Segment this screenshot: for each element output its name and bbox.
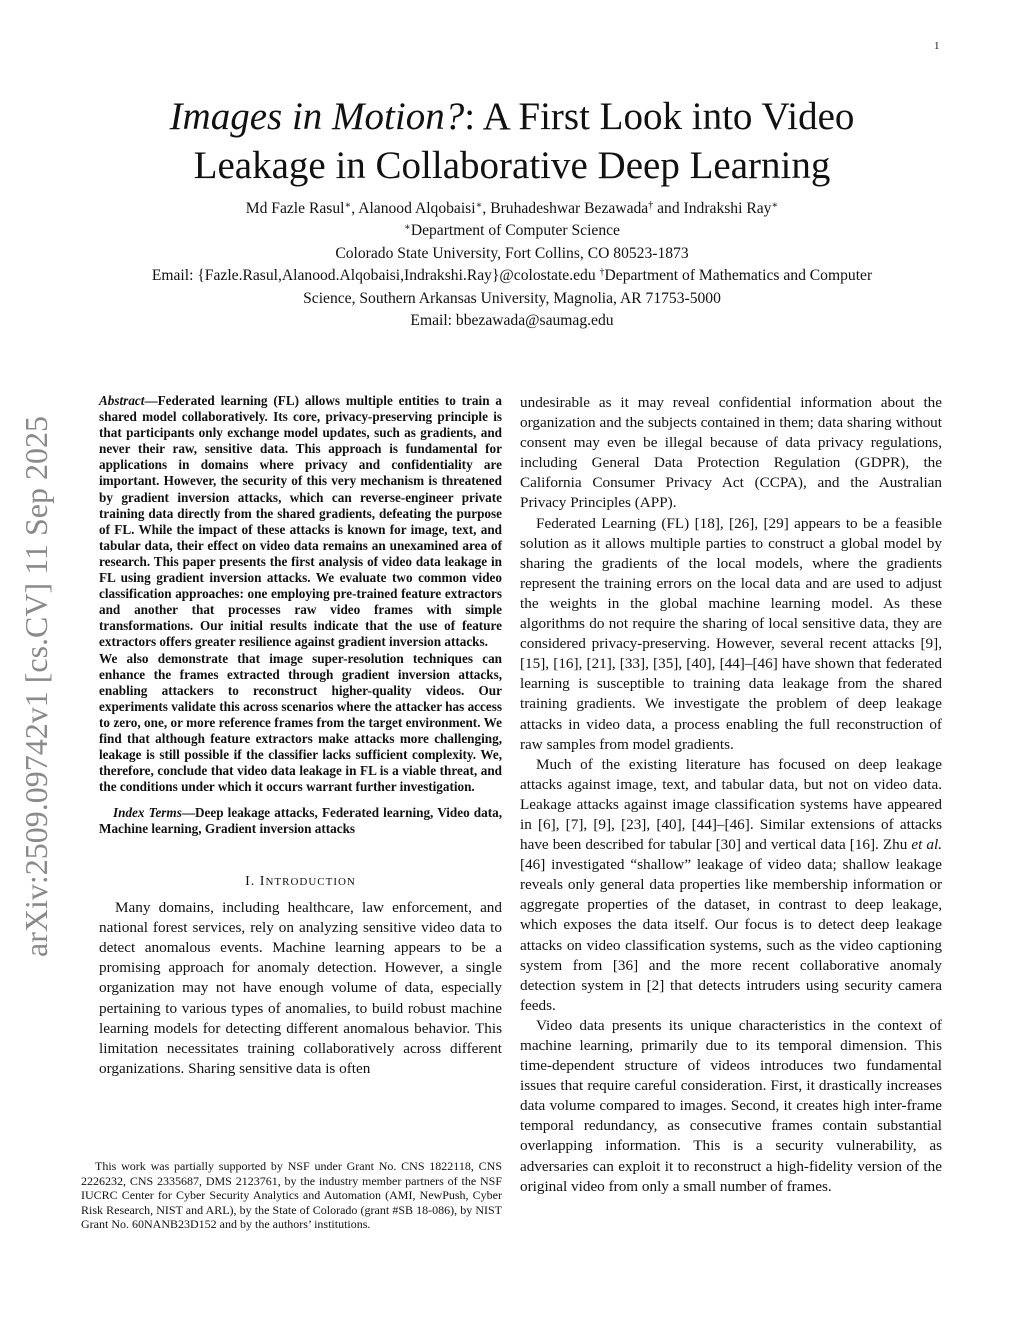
abstract-text: Federated learning (FL) allows multiple entities to train a shared model collaboratively. Its core, privacy-preserving principle is that participants only exchange model updates, such as gradients, and never their raw, sensitive data. This approach is fundamental for applications in domains where privacy and confidentiality are important. However, the security of this very mechanism is threatened by gradient inversion attacks, which can reverse-engineer private training data directly from the shared gradients, defeating the purpose of FL. While the impact of these attacks is known for image, text, and tabular data, their effect on video data remains an unexamined area of research. This paper presents the first analysis of video data leakage in FL using gradient inversion attacks. We evaluate two common video classification approaches: one employing pre-trained feature extractors and another that processes raw video frames with simple transformations. Our initial results indicate that the use of feature extractors offers greater resilience against gradient inversion attacks.: [99, 393, 502, 650]
body-text: [46] investigated “shallow” leakage of video data; shallow leakage reveals only general data properties like membership information or aggregate properties of the dataset, in contrast to deep leakage, which exposes the data itself. Our focus is to detect deep leakage attacks on video classification systems, such as the video captioning system from [36] and the more recent collaborative anomaly detection system in [2] that detects intruders using security camera feeds.: [520, 856, 942, 1014]
author-name: , Bruhadeshwar Bezawada: [482, 200, 649, 217]
affiliation-mark: †: [648, 200, 654, 211]
footnote-text: This work was partially supported by NSF under Grant No. CNS 1822118, CNS 2226232, CNS 2335687, DMS 2123761, by the industry member partners of the NSF IUCRC Center for Cyber Security Analytics and Automation (AMI, NewPush, Cyber Risk Research, NIST and ARL), by the State of Colorado (grant #SB 18-086), by NIST Grant No. 60NANB23D152 and by the authors’ institutions.: [81, 1159, 502, 1232]
affiliation-mark: ∗: [771, 200, 779, 211]
email-line: [70, 265, 954, 287]
section-title: NTRODUCTION: [265, 875, 356, 888]
body-text: Much of the existing literature has focused on deep leakage attacks against image, text, and tabular data, but not on video data. Leakage attacks against image classification systems have appeared in [6], [7], [9], [23], [40], [44]–[46]. Similar extensions of attacks have been described for tabular [30] and vertical data [16]. Zhu: [520, 755, 942, 854]
affiliation-mark: ∗: [475, 200, 483, 211]
author-name: , Alanood Alqobaisi: [351, 200, 476, 217]
index-terms: [99, 805, 502, 837]
body-paragraph: undesirable as it may reveal confidential information about the organization and the subjects contained in them; data sharing without consent may even be illegal because of data privacy regulations, including General Data Protection Regulation (GDPR), the California Consumer Privacy Act (CCPA), and the Australian Privacy Principles (APP).: [520, 394, 942, 512]
affiliation-text: Department of Mathematics and Computer: [604, 267, 873, 285]
abstract-label: Abstract: [99, 393, 145, 408]
section-heading: [99, 874, 502, 890]
arxiv-stamp: arXiv:2509.09742v1 [cs.CV] 11 Sep 2025: [18, 416, 54, 957]
affiliation-line: [70, 220, 954, 242]
author-name: Md Fazle Rasul: [245, 200, 345, 217]
affiliation-mark: ∗: [404, 222, 411, 234]
affiliation-mark: †: [599, 267, 605, 279]
affiliation-line: Science, Southern Arkansas University, Magnolia, AR 71753-5000: [303, 289, 721, 307]
title-italic: Images in Motion?: [169, 95, 465, 138]
body-paragraph: Video data presents its unique characteristics in the context of machine learning, primarily due to its temporal dimension. This time-dependent structure of videos introduces two fundamental issues that require careful consideration. First, it drastically increases data volume compared to images. Second, it creates high inter-frame temporal redundancy, as consecutive frames contain substantial overlapping information. This is a security vulnerability, as adversaries can exploit it to reconstruct a high-fidelity version of the original video from only a small number of frames.: [520, 1016, 942, 1195]
body-text-italic: et al.: [911, 836, 942, 854]
author-name: and Indrakshi Ray: [653, 200, 772, 217]
right-column: [520, 393, 942, 1197]
body-paragraph: Federated Learning (FL) [18], [26], [29] appears to be a feasible solution as it allows multiple parties to construct a global model by sharing the gradients of the local models, where the gradients represent the training errors on the local data and are used to adjust the weights in the global machine learning model. As these algorithms do not require the sharing of local sensitive data, they are considered privacy-preserving. However, several recent attacks [9], [15], [16], [21], [33], [35], [40], [44]–[46] have shown that federated learning is susceptible to training data leakage from the shared training gradients. We investigate the problem of deep leakage attacks in video data, a process enabling the full reconstruction of raw samples from model gradients.: [520, 514, 942, 753]
title-line1-rest: : A First Look into Video: [464, 95, 855, 138]
title-line2: Leakage in Collaborative Deep Learning: [193, 144, 831, 187]
affiliation-line: Colorado State University, Fort Collins, CO 80523-1873: [335, 244, 689, 262]
email-line: Email: bbezawada@saumag.edu: [410, 312, 614, 330]
abstract-paragraph: We also demonstrate that image super-resolution techniques can enhance the frames extracted through gradient inversion attacks, enabling attackers to reconstruct higher-quality videos. Our experiments validate this across scenarios where the attacker has access to zero, one, or more reference frames from the target environment. We find that although feature extractors make attacks more challenging, leakage is still possible if the classifier lacks sufficient complexity. We, therefore, conclude that video data leakage in FL is a viable threat, and the conditions under which it occurs warrant further investigation.: [99, 650, 502, 795]
footnote: [81, 1159, 502, 1232]
affiliation-text: Department of Computer Science: [410, 222, 620, 240]
abstract-paragraph: [99, 393, 502, 651]
body-paragraph: [520, 755, 942, 1016]
paper-title: [0, 92, 1024, 190]
author-line: [70, 198, 954, 220]
affiliation-mark: ∗: [344, 200, 352, 211]
index-terms-text: Deep leakage attacks, Federated learning, Video data, Machine learning, Gradient inversion attacks: [99, 805, 502, 837]
left-column: [99, 393, 502, 1079]
index-terms-dash: —: [181, 805, 196, 821]
index-terms-label: Index Terms: [113, 805, 182, 821]
section-numeral: I. I: [245, 873, 266, 889]
page-number: 1: [934, 40, 940, 52]
body-paragraph: Many domains, including healthcare, law enforcement, and national forest services, rely on analyzing sensitive video data to detect anomalous events. Machine learning appears to be a promising approach for anomaly detection. However, a single organization may not have enough volume of data, especially pertaining to various types of anomalies, to build robust machine learning models for detecting different anomalous behavior. This limitation necessitates training collaboratively across different organizations. Sharing sensitive data is often: [99, 898, 502, 1078]
email-text: Email: {Fazle.Rasul,Alanood.Alqobaisi,Indrakshi.Ray}@colostate.edu: [151, 267, 600, 285]
abstract-dash: —: [144, 393, 158, 408]
author-block: [70, 198, 954, 332]
